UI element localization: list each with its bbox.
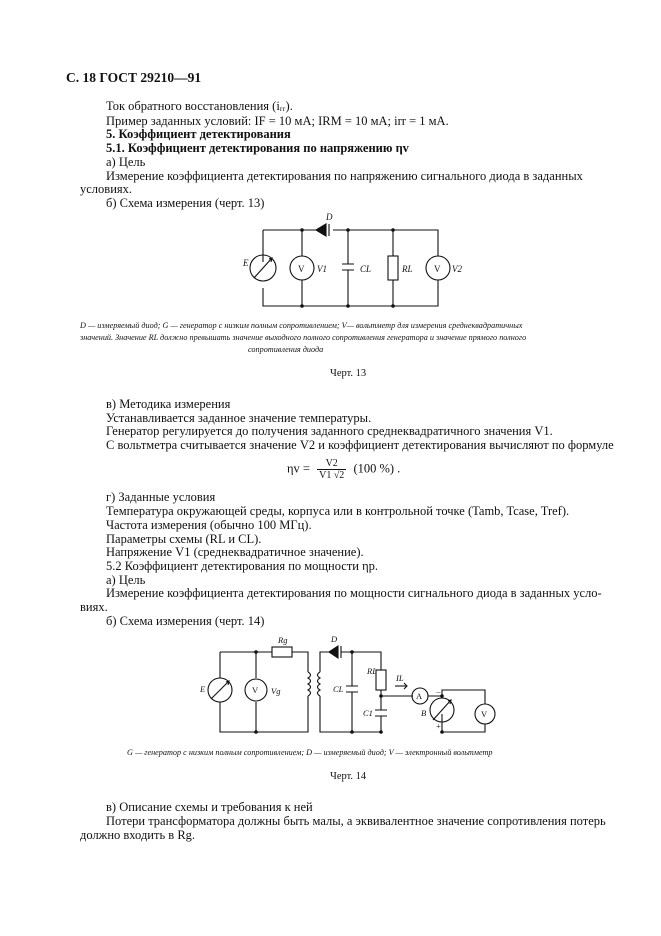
b-label: B xyxy=(421,708,427,718)
voltmeter-symbol: V xyxy=(252,685,259,695)
c1-label: C1 xyxy=(363,708,373,718)
text-line: Напряжение V1 (среднеквадратичное значение). xyxy=(106,545,364,559)
formula-numerator: V2 xyxy=(317,458,346,470)
rg-label: Rg xyxy=(278,635,288,645)
formula-left: ηv = xyxy=(287,461,310,476)
text-line: Температура окружающей среды, корпуса или в контрольной точке (Tamb, Tcase, Tref). xyxy=(106,504,570,518)
formula xyxy=(287,458,400,481)
figure-caption: D — измеряемый диод; G — генератор с низким полным сопротивлением; V— вольтметр для измерения среднеквадратичных xyxy=(80,321,523,330)
formula-denominator: V1 √2 xyxy=(319,470,345,481)
item-label: б) Схема измерения (черт. 13) xyxy=(106,196,265,210)
figure-title: Черт. 14 xyxy=(330,771,367,782)
text-line: Пример заданных условий: IF = 10 мА; IRM = 10 мА; irr = 1 мА. xyxy=(106,114,449,128)
voltmeter-symbol: V xyxy=(481,709,488,719)
text-line: условиях. xyxy=(80,182,133,196)
text-line: Устанавливается заданное значение температуры. xyxy=(106,411,372,425)
text-line: Частота измерения (обычно 100 МГц). xyxy=(106,518,312,532)
diode-label: D xyxy=(331,634,338,644)
voltmeter-symbol: V xyxy=(298,264,305,274)
circuit-diagram-14 xyxy=(195,632,505,750)
circuit-diagram-13 xyxy=(230,210,470,312)
minus-sign: − xyxy=(436,687,441,697)
v2-label: V2 xyxy=(452,264,462,274)
cl-label: CL xyxy=(360,264,372,274)
text-line: Потери трансформатора должны быть малы, а эквивалентное значение сопротивления потерь xyxy=(106,814,606,828)
generator-label: E xyxy=(243,258,249,268)
text-line: С вольтметра считывается значение V2 и коэффициент детектирования вычисляют по формуле xyxy=(106,438,614,452)
text-line: 5.2 Коэффициент детектирования по мощности ηp. xyxy=(106,559,379,573)
item-label: г) Заданные условия xyxy=(106,490,216,504)
voltmeter-symbol: V xyxy=(434,264,441,274)
figure-caption: значений. Значение RL должно превышать значение выходного полного сопротивления генератора и значение прямого полного xyxy=(80,333,527,342)
figure-caption: сопротивления диода xyxy=(248,345,324,354)
subsection-heading: 5.1. Коэффициент детектирования по напряжению ηv xyxy=(106,141,409,155)
generator-label: E xyxy=(200,684,206,694)
formula-right: (100 %) . xyxy=(353,461,401,476)
cl-label: CL xyxy=(333,684,344,694)
section-heading: 5. Коэффициент детектирования xyxy=(106,127,291,141)
v1-label: V1 xyxy=(317,264,327,274)
text-line: виях. xyxy=(80,600,108,614)
item-label: в) Описание схемы и требования к ней xyxy=(106,800,313,814)
plus-sign: + xyxy=(436,721,441,731)
rl-label: RL xyxy=(367,666,377,676)
ammeter-symbol: A xyxy=(416,691,423,701)
vg-label: Vg xyxy=(271,686,281,696)
item-label: а) Цель xyxy=(106,573,146,587)
text-line: Генератор регулируется до получения заданного среднеквадратичного значения V1. xyxy=(106,424,553,438)
item-label: а) Цель xyxy=(106,155,146,169)
text-line: Параметры схемы (RL и CL). xyxy=(106,532,262,546)
il-label: IL xyxy=(396,673,404,683)
text-line: должно входить в Rg. xyxy=(80,828,196,842)
item-label: в) Методика измерения xyxy=(106,397,231,411)
text-line: Измерение коэффициента детектирования по мощности сигнального диода в заданных усло- xyxy=(106,586,602,600)
figure-title: Черт. 13 xyxy=(330,368,367,379)
page-header: С. 18 ГОСТ 29210—91 xyxy=(66,70,202,85)
item-label: б) Схема измерения (черт. 14) xyxy=(106,614,265,628)
text-line: Ток обратного восстановления (iᵣᵣ). xyxy=(106,99,293,113)
text-line: Измерение коэффициента детектирования по напряжению сигнального диода в заданных xyxy=(106,169,583,183)
rl-label: RL xyxy=(402,264,413,274)
diode-label: D xyxy=(326,212,333,222)
figure-caption: G — генератор с низким полным сопротивлением; D — измеряемый диод; V — электронный вольтметр xyxy=(127,748,493,757)
